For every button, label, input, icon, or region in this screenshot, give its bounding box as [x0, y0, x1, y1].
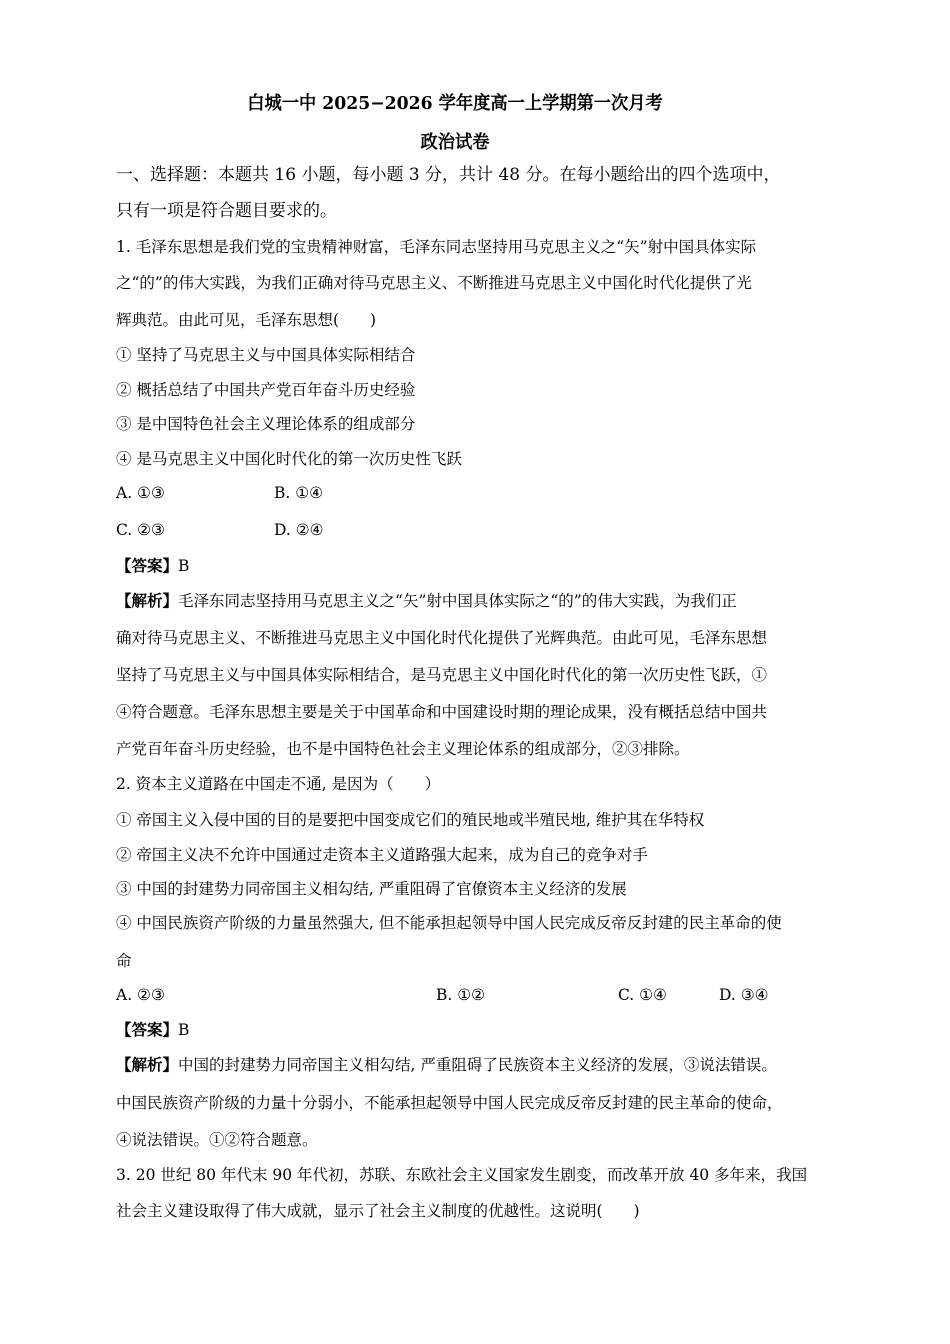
q1-item: ② 概括总结了中国共产党百年奋斗历史经验: [116, 381, 416, 399]
q2-stem: 2. 资本主义道路在中国走不通, 是因为（ ）: [116, 775, 441, 793]
q2-option-d: D. ③④: [719, 986, 769, 1004]
q1-analysis-line: 确对待马克思主义、不断推进马克思主义中国化时代化提供了光辉典范。由此可见，毛泽东思想: [116, 629, 768, 647]
q1-stem-line: 辉典范。由此可见，毛泽东思想( ): [116, 311, 377, 329]
q2-analysis-line: [116, 1055, 777, 1075]
exam-title: 白城一中 2025−2026 学年度高一上学期第一次月考: [247, 93, 663, 114]
q2-item: ④ 中国民族资产阶级的力量虽然强大, 但不能承担起领导中国人民完成反帝反封建的民主革命的使: [116, 914, 782, 932]
analysis-label: 【解析】: [116, 591, 179, 610]
q2-answer: [116, 1020, 189, 1040]
q1-item: ① 坚持了马克思主义与中国具体实际相结合: [116, 346, 416, 364]
q2-option-a: A. ②③: [116, 986, 165, 1004]
q1-analysis-line: [116, 591, 737, 611]
q1-item: ③ 是中国特色社会主义理论体系的组成部分: [116, 415, 416, 433]
q1-stem-line: 1. 毛泽东思想是我们党的宝贵精神财富，毛泽东同志坚持用马克思主义之“矢”射中国具体实际: [116, 238, 757, 256]
q1-item: ④ 是马克思主义中国化时代化的第一次历史性飞跃: [116, 450, 462, 468]
answer-value: B: [178, 1021, 190, 1039]
q1-option-d: D. ②④: [274, 521, 324, 539]
answer-label: 【答案】: [116, 1020, 179, 1039]
exam-subtitle: 政治试卷: [420, 132, 490, 153]
analysis-text: 中国的封建势力同帝国主义相勾结, 严重阻碍了民族资本主义经济的发展，③说法错误。: [178, 1056, 777, 1074]
q1-analysis-line: ④符合题意。毛泽东思想主要是关于中国革命和中国建设时期的理论成果，没有概括总结中国共: [116, 703, 768, 721]
q1-option-b: B. ①④: [274, 484, 324, 502]
q2-item: ② 帝国主义决不允许中国通过走资本主义道路强大起来，成为自己的竞争对手: [116, 846, 648, 864]
q2-option-b: B. ①②: [436, 986, 486, 1004]
answer-value: B: [178, 557, 190, 575]
analysis-text: 毛泽东同志坚持用马克思主义之“矢”射中国具体实际之“的”的伟大实践，为我们正: [178, 592, 737, 610]
q1-answer: [116, 556, 189, 576]
q2-analysis-line: ④说法错误。①②符合题意。: [116, 1131, 318, 1149]
answer-label: 【答案】: [116, 556, 179, 575]
section-heading-line-2: 只有一项是符合题目要求的。: [116, 201, 337, 221]
q1-analysis-line: 坚持了马克思主义与中国具体实际相结合，是马克思主义中国化时代化的第一次历史性飞跃，①: [116, 666, 768, 684]
q2-item: ① 帝国主义入侵中国的目的是要把中国变成它们的殖民地或半殖民地, 维护其在华特权: [116, 811, 705, 829]
q3-stem-line: 3. 20 世纪 80 年代末 90 年代初，苏联、东欧社会主义国家发生剧变，而改革开放 40 多年来，我国: [116, 1166, 808, 1184]
q3-stem-line: 社会主义建设取得了伟大成就，显示了社会主义制度的优越性。这说明( ): [116, 1202, 640, 1220]
q1-option-c: C. ②③: [116, 521, 165, 539]
q1-stem-line: 之“的”的伟大实践，为我们正确对待马克思主义、不断推进马克思主义中国化时代化提供了光: [116, 274, 752, 292]
section-heading-line-1: 一、选择题：本题共 16 小题，每小题 3 分，共计 48 分。在每小题给出的四个选项中，: [116, 165, 781, 185]
q2-item: 命: [116, 952, 132, 970]
q1-analysis-line: 产党百年奋斗历史经验，也不是中国特色社会主义理论体系的组成部分，②③排除。: [116, 740, 690, 758]
q2-analysis-line: 中国民族资产阶级的力量十分弱小，不能承担起领导中国人民完成反帝反封建的民主革命的使命，: [116, 1094, 783, 1112]
q1-option-a: A. ①③: [116, 484, 165, 502]
q2-item: ③ 中国的封建势力同帝国主义相勾结, 严重阻碍了官僚资本主义经济的发展: [116, 880, 627, 898]
analysis-label: 【解析】: [116, 1055, 179, 1074]
q2-option-c: C. ①④: [618, 986, 667, 1004]
